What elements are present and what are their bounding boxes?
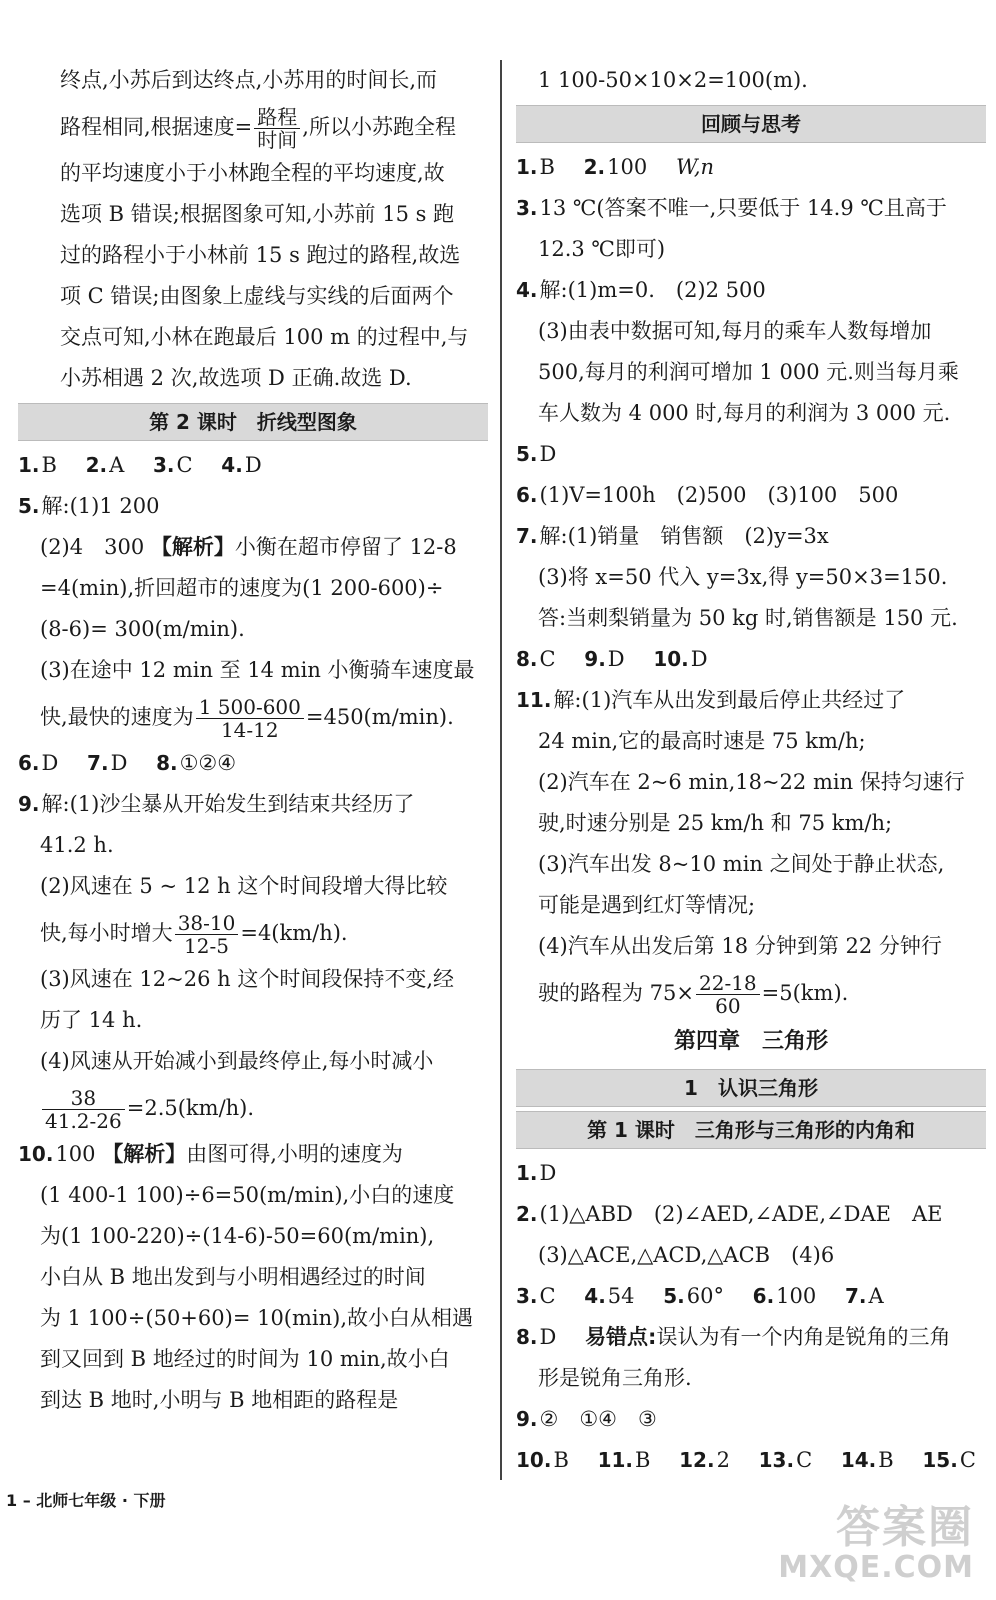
text-line: (4)风速从开始减小到最终停止,每小时减小 — [40, 1049, 434, 1073]
answer-row: 8.D 易错点:误认为有一个内角是锐角的三角 — [516, 1325, 951, 1349]
text-line: 小苏相遇 2 次,故选项 D 正确.故选 D. — [60, 366, 412, 390]
section-heading: 第 2 课时 折线型图象 — [18, 403, 488, 441]
answer-row: 6.(1)V=100h (2)500 (3)100 500 — [516, 483, 899, 507]
answer-row: 2.(1)△ABD (2)∠AED,∠ADE,∠DAE AE — [516, 1202, 943, 1226]
text-line: (3)将 x=50 代入 y=3x,得 y=50×3=150. — [538, 565, 948, 589]
text-line: 车人数为 4 000 时,每月的利润为 3 000 元. — [538, 401, 951, 425]
text-line: (3)由表中数据可知,每月的乘车人数每增加 — [538, 319, 932, 343]
fraction: $\frac{1 500-600}{14-12}$ — [196, 696, 304, 741]
text-line: (2)汽车在 2~6 min,18~22 min 保持匀速行 — [538, 770, 965, 794]
answer-row: 9.② ①④ ③ — [516, 1407, 657, 1431]
text-line: $\frac{38}{41.2-26}$ =2.5(km/h). — [18, 1082, 488, 1134]
answer-row: 8.C 9.D 10.D — [516, 647, 708, 671]
column-divider — [500, 60, 502, 1480]
answer-row: 4.解:(1)m=0. (2)2 500 — [516, 278, 766, 302]
text-line: 过的路程小于小林前 15 s 跑过的路程,故选 — [60, 243, 461, 267]
text-line: (1 400-1 100)÷6=50(m/min),小白的速度 — [40, 1183, 455, 1207]
text-line: (3)在途中 12 min 至 14 min 小衡骑车速度最 — [40, 658, 475, 682]
text-line: 可能是遇到红灯等情况; — [538, 893, 756, 917]
text-line: 项 C 错误;由图象上虚线与实线的后面两个 — [60, 284, 454, 308]
text-line: 选项 B 错误;根据图象可知,小苏前 15 s 跑 — [60, 202, 455, 226]
text-line: 为 1 100÷(50+60)= 10(min),故小白从相遇 — [40, 1306, 474, 1330]
answer-row: 3.C 4.54 5.60° 6.100 7.A — [516, 1284, 884, 1308]
chapter-title: 第四章 三角形 — [673, 1029, 828, 1054]
text-line: 历了 14 h. — [40, 1008, 143, 1032]
fraction: $\frac{22-18}{60}$ — [696, 972, 760, 1017]
text-line: (3)△ACE,△ACD,△ACB (4)6 — [538, 1243, 835, 1267]
answer-row: 6.D 7.D 8.①②④ — [18, 751, 237, 775]
text-line: 1 100-50×10×2=100(m). — [538, 68, 808, 92]
text-line: (2)风速在 5 ~ 12 h 这个时间段增大得比较 — [40, 874, 448, 898]
answer-row: 11.解:(1)汽车从出发到最后停止共经过了 — [516, 688, 906, 712]
text-line: 为(1 100-220)÷(14-6)-50=60(m/min), — [40, 1224, 435, 1248]
section-heading: 1 认识三角形 — [516, 1069, 986, 1107]
right-column — [516, 60, 986, 1481]
text-line: (3)风速在 12~26 h 这个时间段保持不变,经 — [40, 967, 455, 991]
left-column — [18, 60, 488, 1421]
page-footer — [6, 1488, 166, 1511]
text-line: 快,每小时增大 $\frac{38-10}{12-5}$ =4(km/h). — [40, 911, 348, 958]
text-line: 路程相同,根据速度= $\frac{\text{路程}}{\text{时间}}$ ,所以小苏跑全程 — [60, 105, 456, 152]
text-line: (2)4 300 【解析】小衡在超市停留了 12-8 — [40, 535, 457, 559]
text-line: 形是锐角三角形. — [538, 1366, 692, 1390]
fraction: $\frac{38}{41.2-26}$ — [42, 1087, 125, 1132]
text-line: 41.2 h. — [40, 833, 114, 857]
answer-row: 1.B 2.100 W,n — [516, 155, 715, 179]
answer-row: 7.解:(1)销量 销售额 (2)y=3x — [516, 524, 829, 548]
text-line: (4)汽车从出发后第 18 分钟到第 22 分钟行 — [538, 934, 942, 958]
book-title: 北师七年级 · 下册 — [36, 1491, 166, 1510]
text-line: (8-6)= 300(m/min). — [40, 617, 245, 641]
text-line: 24 min,它的最高时速是 75 km/h; — [538, 729, 866, 753]
fraction: $\frac{38-10}{12-5}$ — [175, 912, 239, 957]
text-line: 小白从 B 地出发到与小明相遇经过的时间 — [40, 1265, 426, 1289]
section-heading: 第 1 课时 三角形与三角形的内角和 — [516, 1111, 986, 1149]
answer-row: 3.13 ℃(答案不唯一,只要低于 14.9 ℃且高于 — [516, 196, 947, 220]
text-line: 驶,时速分别是 25 km/h 和 75 km/h; — [538, 811, 893, 835]
text-line: 交点可知,小林在跑最后 100 m 的过程中,与 — [60, 325, 469, 349]
text-line: =4(min),折回超市的速度为(1 200-600)÷ — [40, 576, 444, 600]
text-line: 到达 B 地时,小明与 B 地相距的路程是 — [40, 1388, 399, 1412]
text-line: 快,最快的速度为 $\frac{1 500-600}{14-12}$ =450(m/min). — [40, 695, 454, 742]
text-line: 终点,小苏后到达终点,小苏用的时间长,而 — [60, 68, 438, 92]
answer-row: 9.解:(1)沙尘暴从开始发生到结束共经历了 — [18, 792, 415, 816]
text-line: 12.3 ℃即可) — [538, 237, 666, 261]
error-tag: 易错点: — [585, 1325, 657, 1349]
text-line: 到又回到 B 地经过的时间为 10 min,故小白 — [40, 1347, 450, 1371]
analysis-tag: 【解析】 — [102, 1142, 187, 1166]
text-line: 答:当刺梨销量为 50 kg 时,销售额是 150 元. — [538, 606, 958, 630]
text-line: 500,每月的利润可增加 1 000 元.则当每月乘 — [538, 360, 959, 384]
watermark-logo: 答案圈 MXQE.COM — [778, 1502, 974, 1585]
text-line: (3)汽车出发 8~10 min 之间处于静止状态, — [538, 852, 945, 876]
answer-row: 1.B 2.A 3.C 4.D — [18, 453, 262, 477]
analysis-tag: 【解析】 — [150, 535, 235, 559]
section-heading: 回顾与思考 — [516, 105, 986, 143]
answer-row: 1.D — [516, 1161, 557, 1185]
text-line: 驶的路程为 75× $\frac{22-18}{60}$ =5(km). — [538, 971, 849, 1018]
answer-row: 10.100 【解析】由图可得,小明的速度为 — [18, 1142, 403, 1166]
answer-row: 5.解:(1)1 200 — [18, 494, 160, 518]
page-number: 1 – — [6, 1491, 31, 1510]
text-line: 的平均速度小于小林跑全程的平均速度,故 — [60, 161, 445, 185]
fraction: $\frac{\text{路程}}{\text{时间}}$ — [254, 106, 300, 151]
answer-row: 10.B 11.B 12.2 13.C 14.B 15.C — [516, 1448, 976, 1472]
answer-row: 5.D — [516, 442, 557, 466]
